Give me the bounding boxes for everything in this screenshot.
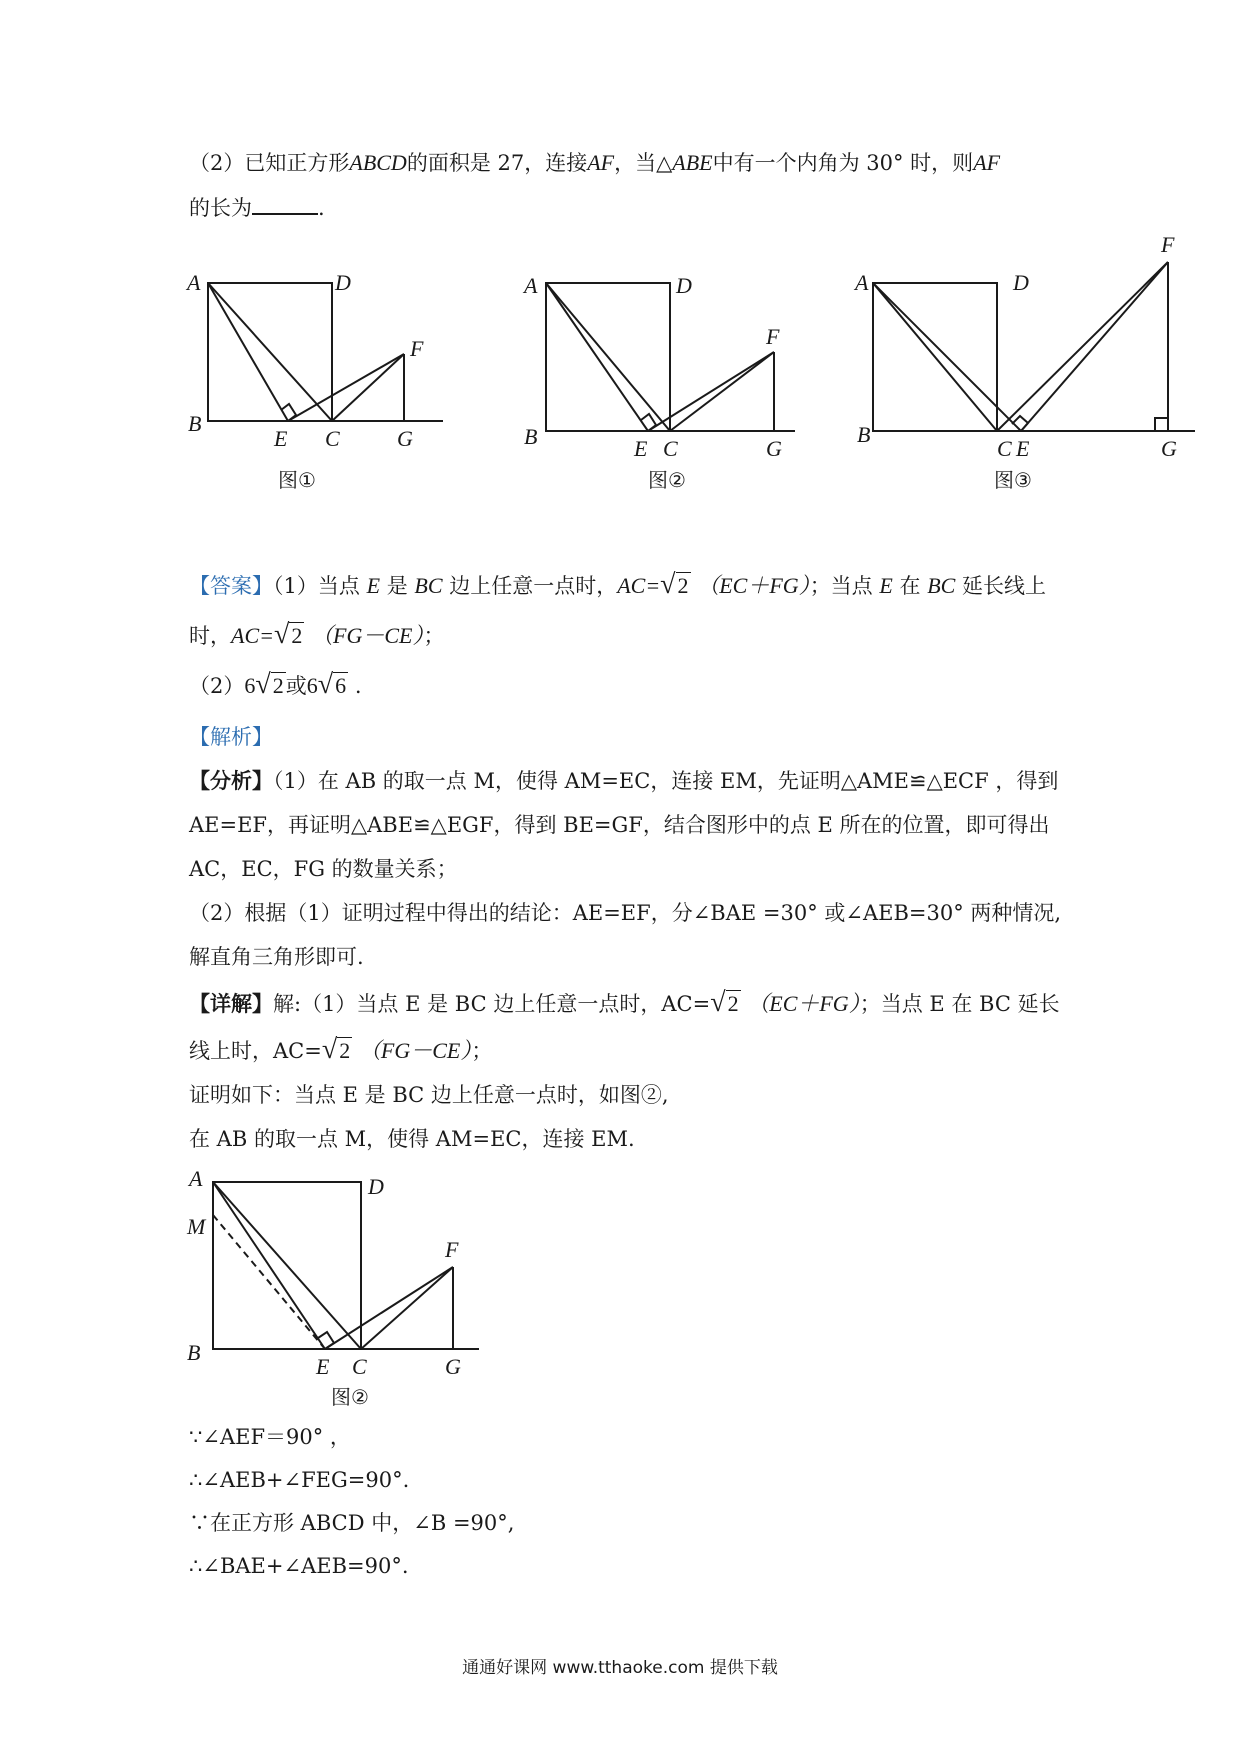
analysis-line-4: （2）根据（1）证明过程中得出的结论：AE=EF，分∠BAE =30° 或∠AEB=30° 两种情况, (189, 901, 1062, 925)
label-C: C (352, 1354, 367, 1379)
label-C: C (663, 436, 678, 461)
figure-1 (185, 250, 455, 451)
label-A: A (189, 1166, 203, 1191)
sqrt-symbol: √2 (710, 987, 739, 1018)
answer-line-2: 时，AC=√2 （FG－CE）； (189, 619, 445, 650)
analysis-line-1: 【分析】（1）在 AB 的取一点 M，使得 AM=EC，连接 EM，先证明△AME≌△ECF ，得到 (189, 768, 1059, 793)
problem-line-2: 的长为 . (189, 193, 325, 223)
figure-3 (855, 230, 1210, 461)
proof-step-3: ∵在正方形 ABCD 中，∠B =90°, (189, 1511, 515, 1535)
figure-2-caption: 图② (648, 468, 686, 492)
label-B: B (187, 1340, 201, 1365)
label-D: D (1013, 270, 1029, 295)
label-G: G (766, 436, 782, 461)
sqrt-symbol: √2 (321, 1034, 351, 1065)
sqrt-symbol: √2 (273, 619, 303, 650)
answer-line-3: （2）6√2或6√6 . (189, 669, 362, 700)
label-E: E (1016, 436, 1030, 461)
figure-4 (183, 1160, 483, 1380)
label-M: M (187, 1214, 206, 1239)
label-F: F (1161, 232, 1175, 257)
answer-blank (252, 193, 318, 215)
analysis-tag: 【解析】 (189, 725, 273, 749)
sqrt-symbol: √2 (660, 569, 689, 600)
detail-line-4: 在 AB 的取一点 M，使得 AM=EC，连接 EM. (189, 1127, 635, 1151)
problem-line-1: （2）已知正方形ABCD的面积是 27，连接AF，当△ABE中有一个内角为 30° 时，则AF (189, 150, 1001, 175)
detail-line-3: 证明如下：当点 E 是 BC 边上任意一点时，如图②, (189, 1083, 669, 1107)
sqrt-expr-1: 6√2 (244, 669, 284, 700)
label-G: G (1161, 436, 1177, 461)
label-A: A (524, 273, 538, 298)
label-B: B (857, 422, 871, 447)
figure-4-caption: 图② (331, 1385, 369, 1409)
label-G: G (445, 1354, 461, 1379)
label-B: B (524, 424, 538, 449)
label-B: B (188, 411, 202, 436)
analysis-line-5: 解直角三角形即可. (189, 945, 364, 969)
figure-1-caption: 图① (278, 468, 316, 492)
label-A: A (187, 270, 201, 295)
detail-line-2: 线上时，AC=√2 （FG－CE）； (189, 1034, 493, 1065)
label-F: F (410, 336, 424, 361)
analysis-tag-line (189, 722, 273, 752)
label-G: G (397, 426, 413, 451)
analysis-line-3: AC，EC，FG 的数量关系； (189, 857, 458, 881)
label-D: D (368, 1174, 384, 1199)
label-F: F (445, 1237, 459, 1262)
answer-line-1: 【答案】（1）当点 E 是 BC 边上任意一点时，AC=√2 （EC＋FG）；当点 E 在 BC 延长线上 (189, 569, 1047, 600)
proof-step-2: ∴∠AEB+∠FEG=90°. (189, 1468, 410, 1492)
label-F: F (766, 324, 780, 349)
label-C: C (325, 426, 340, 451)
label-E: E (634, 436, 648, 461)
label-D: D (335, 270, 351, 295)
label-A: A (855, 270, 869, 295)
answer-tag: 【答案】 (189, 574, 273, 598)
analysis-line-2: AE=EF，再证明△ABE≌△EGF，得到 BE=GF，结合图形中的点 E 所在的位置，即可得出 (189, 813, 1050, 837)
detail-line-1: 【详解】解:（1）当点 E 是 BC 边上任意一点时，AC=√2 （EC＋FG）；当点 E 在 BC 延长 (189, 987, 1060, 1018)
label-D: D (676, 273, 692, 298)
proof-step-1: ∵∠AEF＝90° ， (189, 1425, 351, 1449)
figure-2 (520, 260, 805, 461)
sqrt-expr-2: 6√6 (306, 669, 347, 700)
label-E: E (274, 426, 288, 451)
label-E: E (316, 1354, 330, 1379)
proof-step-4: ∴∠BAE+∠AEB=90°. (189, 1554, 409, 1578)
figure-3-caption: 图③ (994, 468, 1032, 492)
page-footer: 通通好课网 www.tthaoke.com 提供下载 (462, 1658, 778, 1678)
label-C: C (997, 436, 1012, 461)
